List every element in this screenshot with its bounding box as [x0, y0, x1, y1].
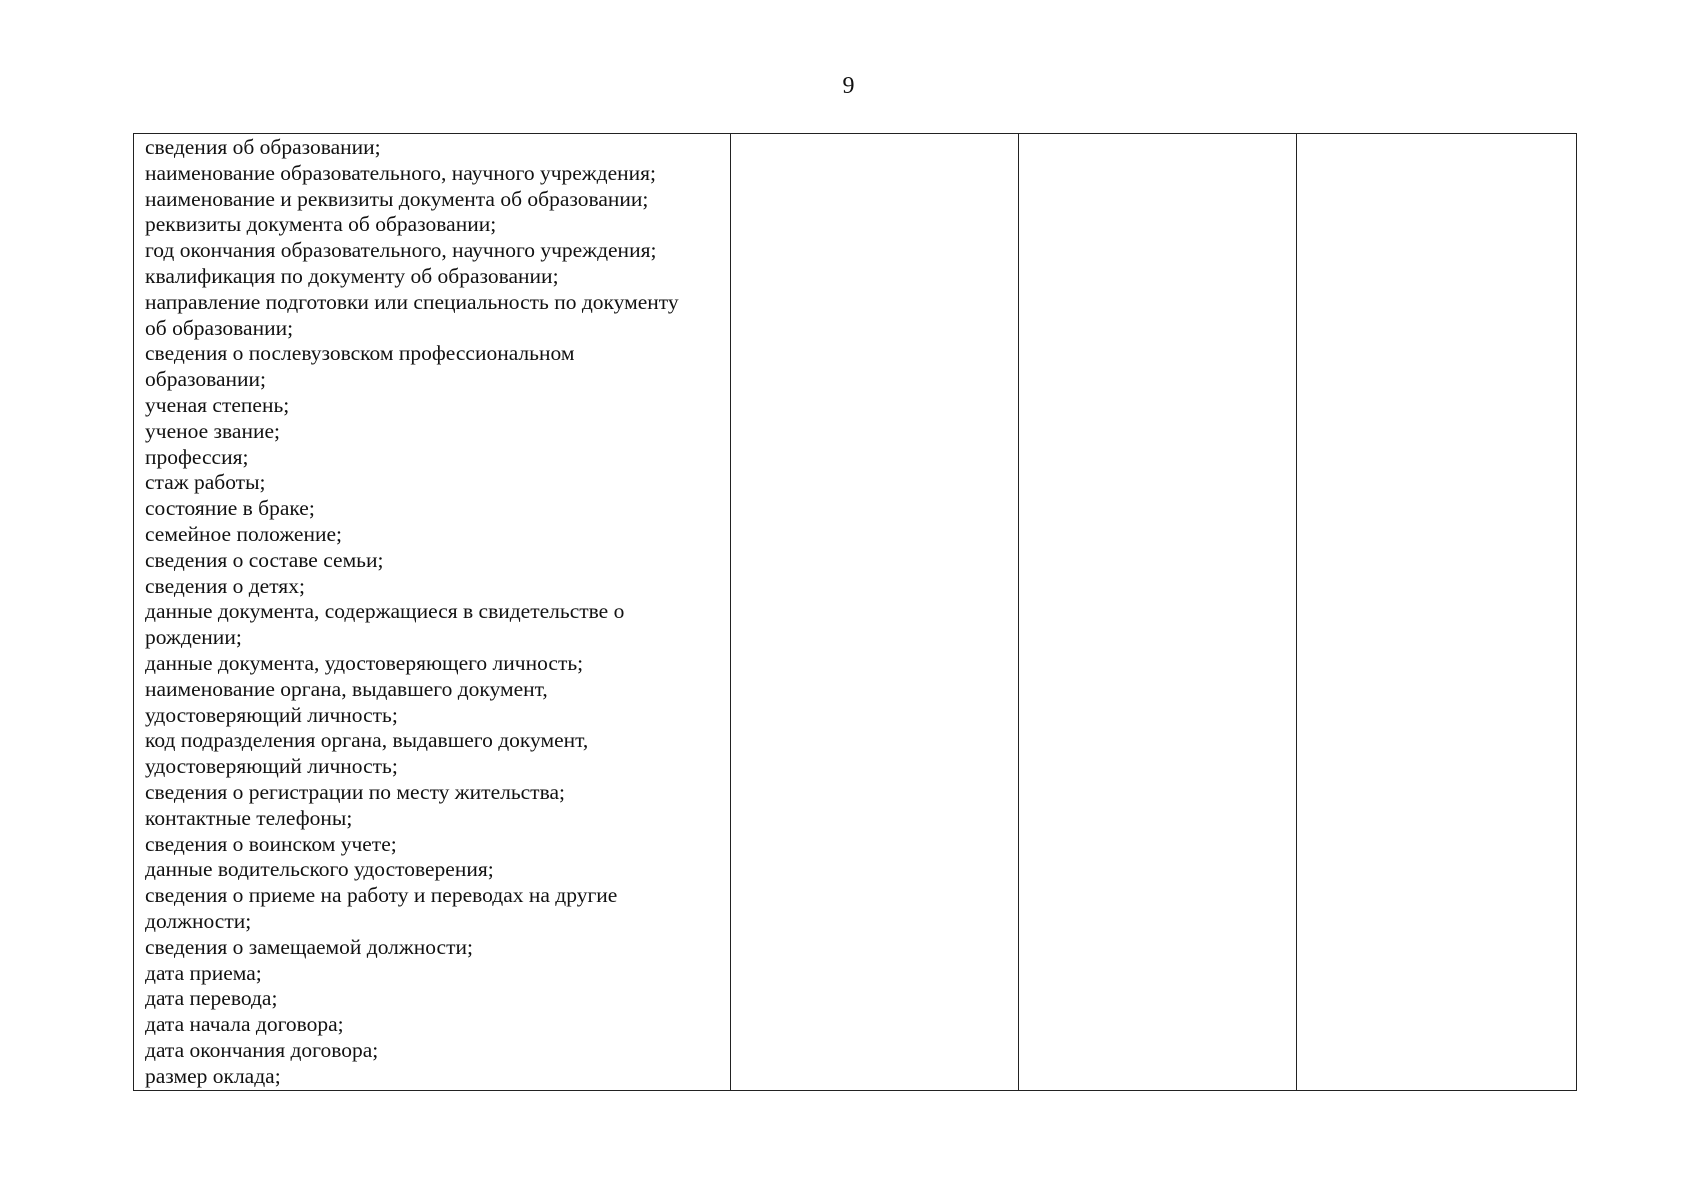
list-item: профессия;	[145, 444, 249, 469]
list-item: сведения о воинском учете;	[145, 831, 397, 856]
list-item: год окончания образовательного, научного учреждения;	[145, 238, 657, 263]
list-item: дата приема;	[145, 960, 262, 985]
page-number: 9	[842, 73, 855, 99]
list-item: сведения о послевузовском профессиональном	[145, 341, 575, 366]
list-item: семейное положение;	[145, 521, 342, 546]
list-item: наименование и реквизиты документа об образовании;	[145, 186, 649, 211]
list-item: должности;	[145, 908, 252, 933]
list-item: ученая степень;	[145, 392, 290, 417]
list-item: состояние в браке;	[145, 496, 315, 521]
data-table	[133, 133, 1577, 1091]
table-row	[134, 134, 1577, 1091]
list-item: направление подготовки или специальность по документу	[145, 289, 679, 314]
list-item: наименование органа, выдавшего документ,	[145, 676, 548, 701]
list-item: сведения об образовании;	[145, 135, 381, 159]
list-item: наименование образовательного, научного учреждения;	[145, 160, 657, 185]
list-item: удостоверяющий личность;	[145, 754, 398, 779]
table-cell-empty	[1019, 134, 1297, 1091]
list-item: удостоверяющий личность;	[145, 702, 398, 727]
personal-data-list	[134, 134, 730, 1089]
list-item: рождении;	[145, 625, 242, 650]
list-item: дата перевода;	[145, 986, 278, 1011]
table-cell-personal-data-list	[134, 134, 731, 1091]
list-item: сведения о составе семьи;	[145, 547, 384, 572]
list-item: образовании;	[145, 367, 267, 392]
list-item: квалификация по документу об образовании;	[145, 263, 559, 288]
list-item: сведения о регистрации по месту жительства;	[145, 779, 565, 804]
list-item: сведения о приеме на работу и переводах на другие	[145, 883, 618, 908]
table-cell-empty	[1297, 134, 1577, 1091]
table-cell-empty	[731, 134, 1019, 1091]
list-item: данные документа, содержащиеся в свидетельстве о	[145, 599, 625, 624]
list-item: ученое звание;	[145, 418, 280, 443]
list-item: контактные телефоны;	[145, 805, 353, 830]
list-item: дата начала договора;	[145, 1012, 344, 1037]
list-item: размер оклада;	[145, 1063, 281, 1088]
list-item: данные водительского удостоверения;	[145, 857, 494, 882]
list-item: стаж работы;	[145, 470, 266, 495]
list-item: сведения о детях;	[145, 573, 305, 598]
list-item: реквизиты документа об образовании;	[145, 212, 497, 237]
list-item: данные документа, удостоверяющего личность;	[145, 650, 584, 675]
list-item: дата окончания договора;	[145, 1037, 379, 1062]
list-item: код подразделения органа, выдавшего документ,	[145, 728, 589, 753]
list-item: сведения о замещаемой должности;	[145, 934, 473, 959]
list-item: об образовании;	[145, 315, 294, 340]
